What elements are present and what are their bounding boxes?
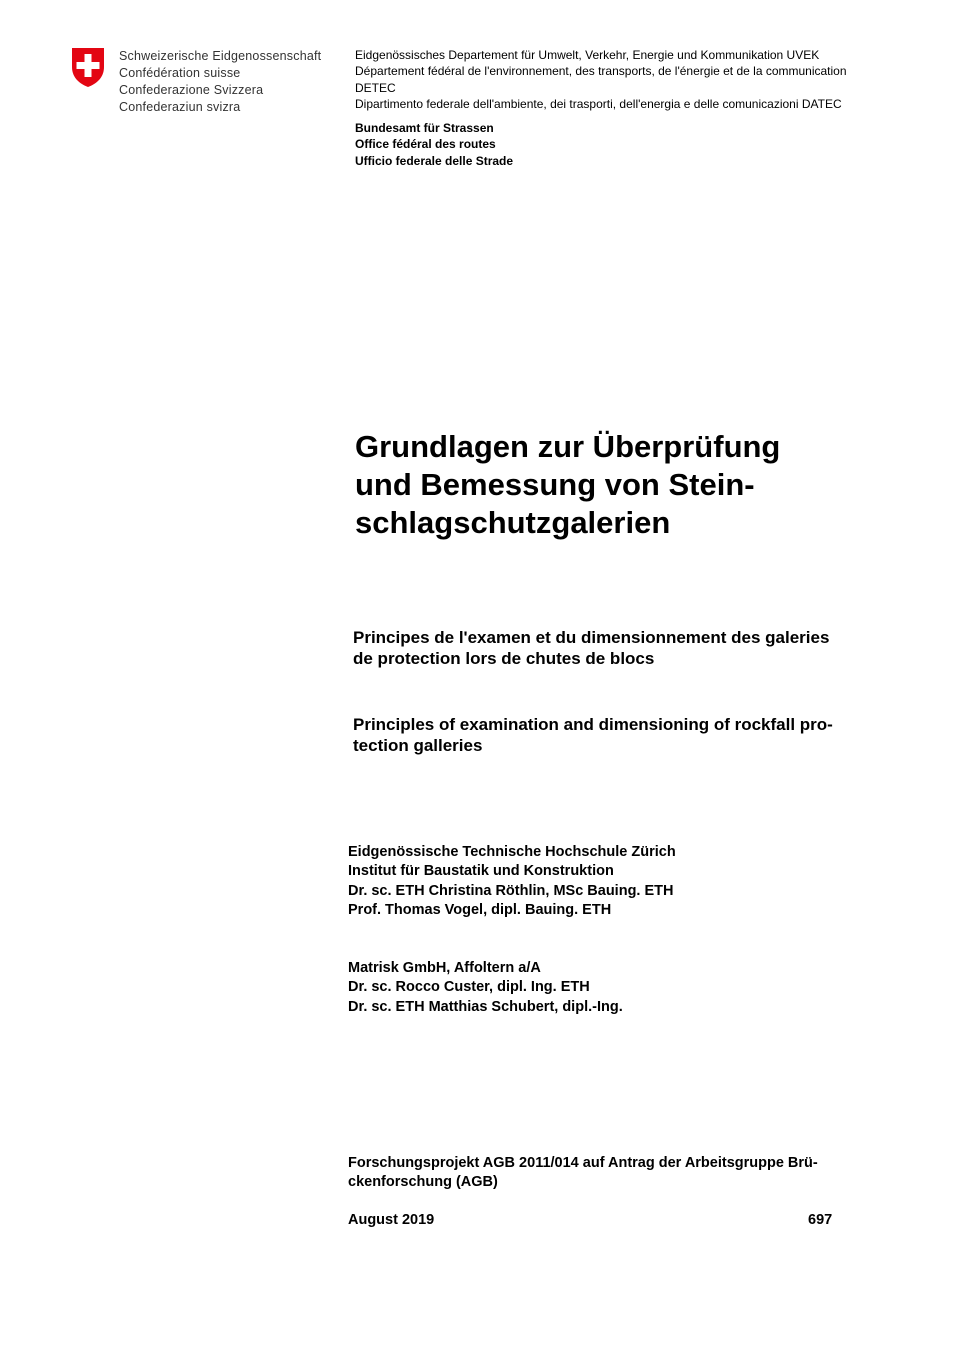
department-block (355, 47, 915, 112)
research-project (348, 1154, 818, 1193)
confederation-name-de: Schweizerische Eidgenossenschaft (119, 49, 322, 63)
report-number: 697 (808, 1212, 833, 1228)
subtitle-line: Principes de l'examen et du dimensionnement des galeries (353, 628, 830, 647)
publication-date: August 2019 (348, 1212, 435, 1228)
author-line: Matrisk GmbH, Affoltern a/A (348, 960, 541, 976)
author-line: Eidgenössische Technische Hochschule Zürich (348, 844, 676, 860)
project-line: ckenforschung (AGB) (348, 1174, 498, 1191)
office-line: Bundesamt für Strassen (355, 121, 494, 135)
department-line: Département fédéral de l'environnement, des transports, de l'énergie et de la communication (355, 64, 847, 79)
subtitle-line: de protection lors de chutes de blocs (353, 649, 655, 668)
office-line: Office fédéral des routes (355, 137, 496, 152)
title-line: und Bemessung von Stein- (355, 467, 755, 502)
office-block (355, 120, 513, 169)
subtitle-english (353, 714, 913, 756)
author-line: Dr. sc. ETH Christina Röthlin, MSc Bauing. ETH (348, 882, 674, 899)
swiss-shield-icon (70, 47, 106, 88)
title-line: Grundlagen zur Überprüfung (355, 429, 781, 464)
confederation-names (119, 48, 321, 116)
authors-eth (348, 843, 676, 920)
subtitle-french (353, 627, 913, 669)
author-line: Institut für Baustatik und Konstruktion (348, 863, 614, 880)
office-line: Ufficio federale delle Strade (355, 153, 514, 168)
author-line: Dr. sc. Rocco Custer, dipl. Ing. ETH (348, 979, 590, 996)
author-line: Prof. Thomas Vogel, dipl. Bauing. ETH (348, 901, 612, 918)
authors-matrisk (348, 959, 623, 1017)
confederation-name-it: Confederazione Svizzera (119, 83, 264, 97)
document-title (355, 428, 915, 542)
confederation-name-rm: Confederaziun svizra (119, 100, 241, 114)
department-line: Dipartimento federale dell'ambiente, dei trasporti, dell'energia e delle comunicazioni DATEC (355, 96, 842, 111)
title-line: schlagschutzgalerien (355, 505, 671, 540)
author-line: Dr. sc. ETH Matthias Schubert, dipl.-Ing. (348, 998, 623, 1015)
subtitle-line: Principles of examination and dimensioning of rockfall pro- (353, 715, 833, 734)
department-line: Eidgenössisches Departement für Umwelt, Verkehr, Energie und Kommunikation UVEK (355, 48, 820, 62)
subtitle-line: tection galleries (353, 736, 483, 755)
department-line: DETEC (355, 80, 396, 95)
confederation-name-fr: Confédération suisse (119, 66, 241, 80)
project-line: Forschungsprojekt AGB 2011/014 auf Antrag der Arbeitsgruppe Brü- (348, 1155, 818, 1171)
